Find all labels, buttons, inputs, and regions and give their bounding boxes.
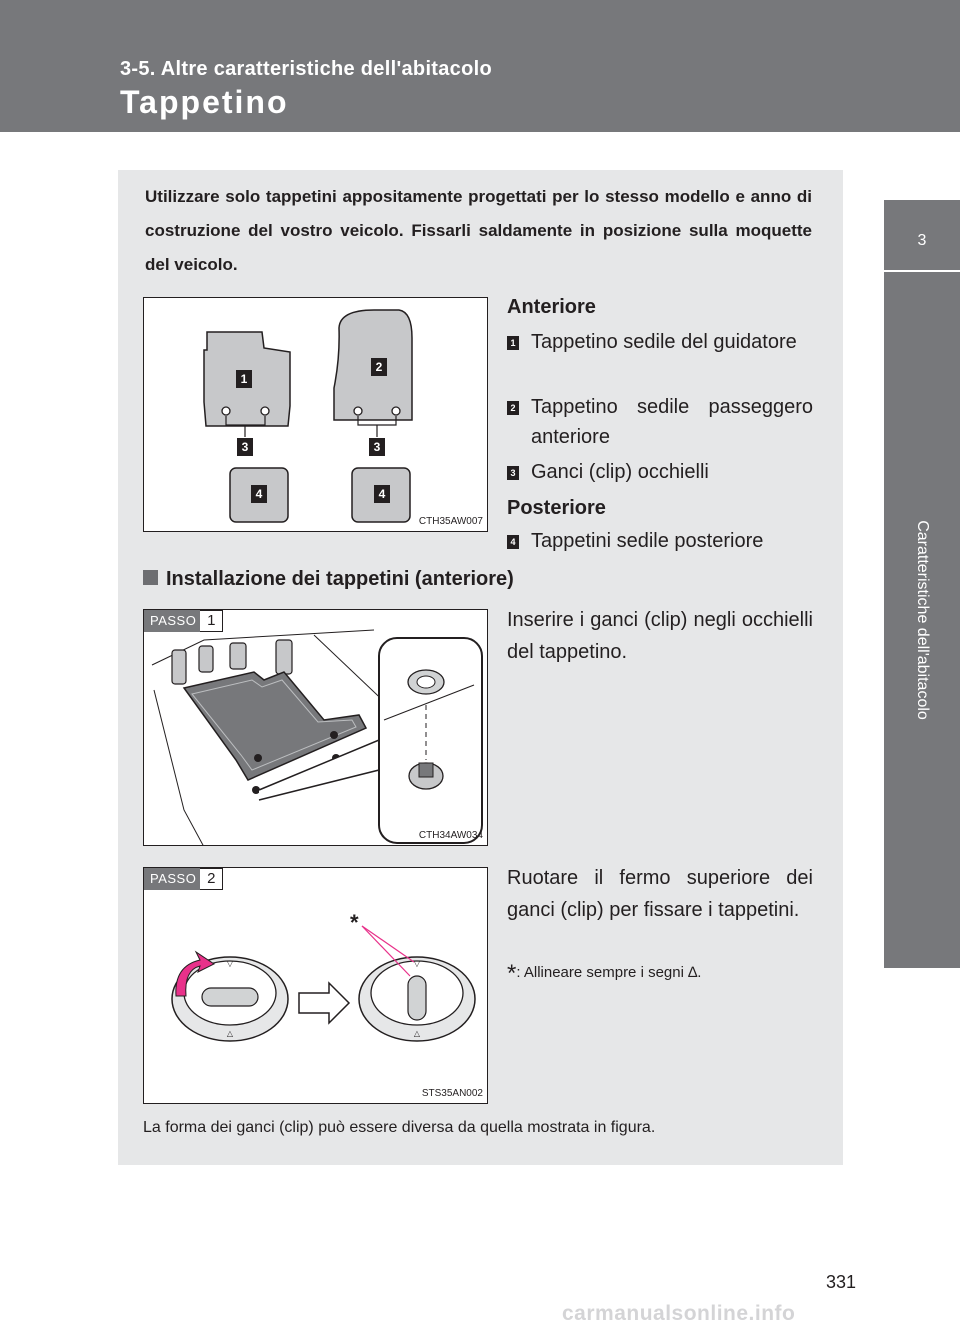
floor-mats-diagram [144, 298, 488, 532]
step2-illustration [144, 868, 488, 1104]
figure-code: CTH35AW007 [418, 516, 483, 527]
svg-text:△: △ [413, 1029, 421, 1038]
installation-subheading [143, 568, 514, 591]
step2-passo-label: PASSO [144, 868, 200, 890]
bullet-square-icon [143, 570, 158, 585]
front-heading: Anteriore [507, 296, 596, 318]
step1-passo-label: PASSO [144, 610, 200, 632]
step1-figure [143, 609, 488, 846]
legend-item-4 [507, 526, 813, 556]
legend-text-3: Ganci (clip) occhielli [531, 461, 709, 483]
step1-figure-code: CTH34AW034 [418, 830, 483, 841]
subheading-text: Installazione dei tappetini (anteriore) [166, 568, 514, 590]
step2-asterisk-marker: * [350, 910, 359, 935]
step1-text: Inserire i ganci (clip) negli occhielli del tappetino. [507, 609, 813, 663]
step2-figure [143, 867, 488, 1104]
step2-badge [144, 868, 223, 890]
floor-mats-figure [143, 297, 488, 532]
note-text: : Allineare sempre i segni ∆. [516, 964, 702, 981]
callout-3a: 3 [237, 438, 253, 456]
legend-text-4: Tappetini sedile posteriore [531, 530, 764, 552]
chapter-number-box [884, 200, 960, 270]
step2-note [507, 960, 813, 988]
svg-text:▽: ▽ [413, 959, 421, 968]
page-header [0, 0, 960, 132]
rear-heading: Posteriore [507, 497, 606, 519]
step2-text: Ruotare il fermo superiore dei ganci (clip) per fissare i tappetini. [507, 867, 813, 921]
legend-item-1 [507, 327, 813, 387]
callout-4a: 4 [251, 485, 267, 503]
page-title: Tappetino [120, 84, 289, 120]
note-asterisk: * [507, 960, 517, 987]
chapter-divider [884, 270, 960, 272]
callout-3b: 3 [369, 438, 385, 456]
step1-passo-number: 1 [200, 610, 223, 632]
svg-text:△: △ [226, 1029, 234, 1038]
section-title: 3-5. Altre caratteristiche dell'abitacolo [120, 58, 492, 80]
chapter-side-tab[interactable] [884, 200, 960, 968]
chapter-label: Caratteristiche dell'abitacolo [914, 520, 931, 720]
legend-item-3 [507, 457, 813, 487]
legend-text-2: Tappetino sedile passeggero anteriore [531, 396, 813, 448]
legend-badge-2: 2 [507, 401, 519, 415]
legend-item-2 [507, 392, 813, 452]
page-number: 331 [826, 1272, 857, 1292]
figure-caption: La forma dei ganci (clip) può essere diversa da quella mostrata in figura. [143, 1119, 656, 1136]
step2-figure-code: STS35AN002 [421, 1088, 483, 1099]
legend-badge-3: 3 [507, 466, 519, 480]
chapter-number: 3 [917, 232, 927, 249]
step2-passo-number: 2 [200, 868, 223, 890]
step1-illustration [144, 610, 488, 846]
intro-warning: Utilizzare solo tappetini appositamente progettati per lo stesso modello e anno di costruzione del vostro veicolo. Fissarli saldamente in posizione sulla moquette del veicolo. [145, 187, 812, 274]
step1-badge [144, 610, 223, 632]
watermark: carmanualsonline.info [562, 1302, 796, 1325]
legend-badge-1: 1 [507, 336, 519, 350]
legend-text-1: Tappetino sedile del guidatore [531, 331, 797, 353]
callout-4b: 4 [374, 485, 390, 503]
callout-2: 2 [371, 358, 387, 376]
legend-badge-4: 4 [507, 535, 519, 549]
callout-1: 1 [236, 370, 252, 388]
svg-text:▽: ▽ [226, 959, 234, 968]
